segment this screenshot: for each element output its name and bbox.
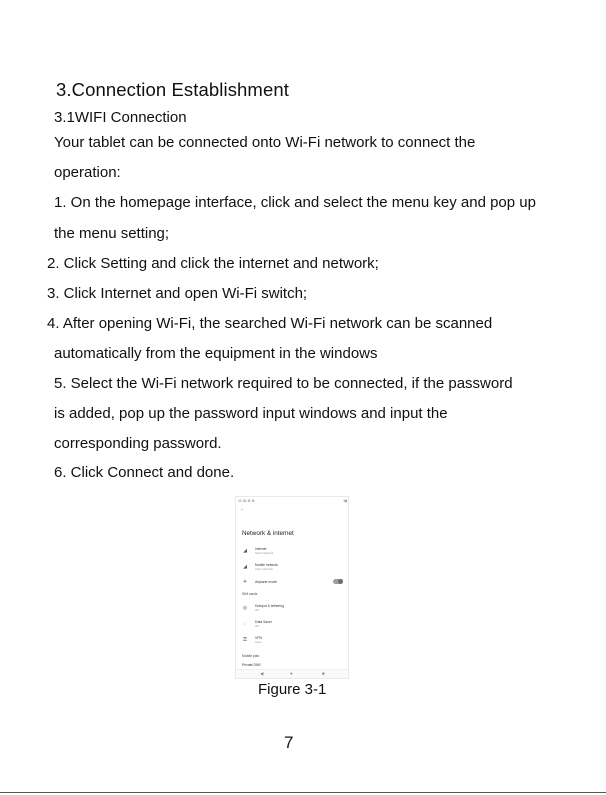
subsection-heading: 3.1WIFI Connection [54, 109, 187, 126]
airplane-icon: ✈ [242, 579, 248, 585]
vpn-key-icon: ⚿ [243, 637, 247, 643]
data-saver-icon: ◌ [243, 621, 247, 627]
item-subtitle: Carry Network [255, 567, 273, 571]
status-bar [238, 499, 347, 505]
step-6-line: 6. Click Connect and done. [54, 464, 235, 481]
body-line: Your tablet can be connected onto Wi-Fi network to connect the [54, 134, 476, 151]
settings-title: Network & internet [242, 530, 294, 537]
body-line: operation: [54, 164, 121, 181]
step-5-continuation: corresponding password. [54, 435, 222, 452]
item-subtitle: Starts Network [255, 551, 274, 555]
sim-cards-section: SIM cards [242, 592, 258, 596]
step-1-line: 1. On the homepage interface, click and select the menu key and pop up [54, 194, 536, 211]
tablet-screenshot-figure [235, 496, 349, 679]
item-title: Private DNS [242, 663, 261, 667]
nav-recents-icon: ■ [322, 671, 325, 676]
item-title: Data Saver [255, 620, 272, 624]
navigation-bar [236, 669, 349, 678]
item-subtitle: Off [255, 624, 259, 628]
airplane-toggle [333, 579, 343, 584]
vpn-item [242, 636, 347, 648]
item-title: Internet [255, 547, 267, 551]
item-title: Hotspot & tethering [255, 604, 285, 608]
step-4-continuation: automatically from the equipment in the windows [54, 345, 378, 362]
status-time: 11:36 ⚙ ⚙ [238, 499, 255, 503]
step-2-line: 2. Click Setting and click the internet and network; [47, 255, 379, 272]
bottom-divider [0, 792, 606, 793]
item-subtitle: None [255, 640, 262, 644]
item-title: VPN [255, 636, 262, 640]
figure-caption: Figure 3-1 [258, 681, 327, 698]
cell-signal-icon: ◢ [243, 564, 247, 570]
step-5-line: 5. Select the Wi-Fi network required to be connected, if the password [54, 375, 513, 392]
status-icons: ▾▮ [343, 499, 347, 503]
nav-back-icon: ◀ [260, 671, 264, 676]
page-number: 7 [284, 733, 294, 752]
nav-home-icon: ● [290, 671, 293, 676]
step-5-continuation: is added, pop up the password input windows and input the [54, 405, 448, 422]
wifi-signal-icon: ◢ [243, 548, 247, 554]
mobile-network-item [242, 563, 347, 575]
item-title: Mobile network [255, 563, 278, 567]
hotspot-icon: ◎ [242, 605, 248, 611]
internet-item [242, 547, 347, 559]
mobile-plan-section: Mobile plan [242, 654, 260, 658]
step-3-line: 3. Click Internet and open Wi-Fi switch; [47, 285, 308, 302]
step-1-continuation: the menu setting; [54, 225, 170, 242]
item-title: Airplane mode [255, 580, 277, 584]
section-heading: 3.Connection Establishment [56, 79, 289, 100]
hotspot-item [242, 604, 347, 616]
back-arrow-icon: ← [240, 506, 245, 512]
step-4-line: 4. After opening Wi-Fi, the searched Wi-Fi network can be scanned [47, 315, 493, 332]
item-subtitle: Off [255, 608, 259, 612]
airplane-mode-item [242, 578, 347, 590]
data-saver-item [242, 620, 347, 632]
